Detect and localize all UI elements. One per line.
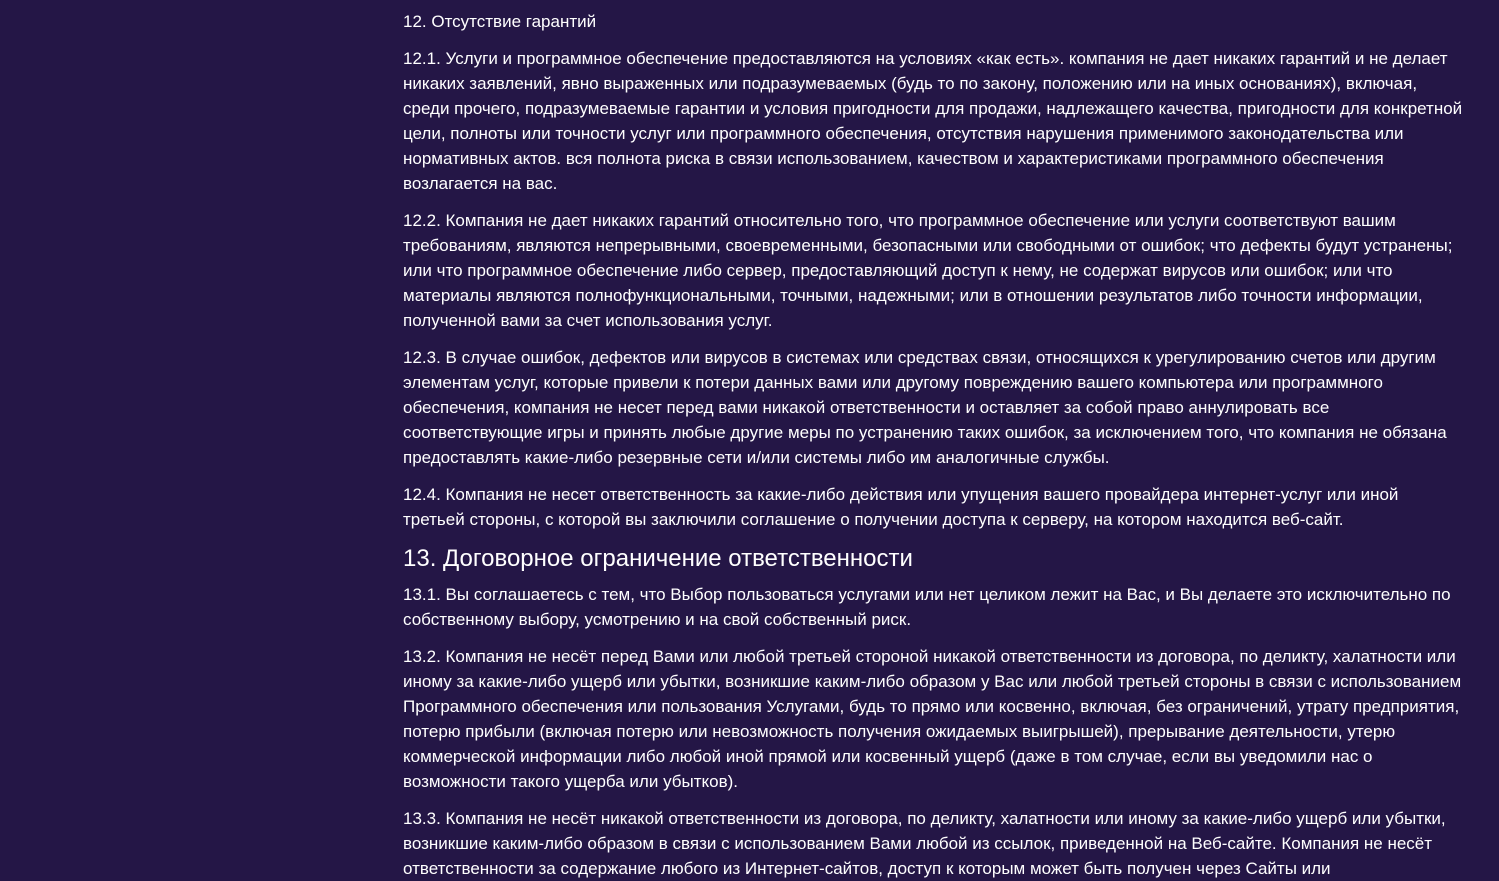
paragraph-12-1: 12.1. Услуги и программное обеспечение предоставляются на условиях «как есть». компания не дает никаких гарантий и не делает никаких заявлений, явно выраженных или подразумеваемых (будь то по закону, положению или на иных основаниях), включая, среди прочего, подразумеваемые гарантии и условия пригодности для продажи, надлежащего качества, пригодности для конкретной цели, полноты или точности услуг или программного обеспечения, отсутствия нарушения применимого законодательства или нормативных актов. вся полнота риска в связи использованием, качеством и характеристиками программного обеспечения возлагается на вас.	[403, 49, 1463, 193]
paragraph-13-2: 13.2. Компания не несёт перед Вами или любой третьей стороной никакой ответственности из договора, по деликту, халатности или иному за какие-либо ущерб или убытки, возникшие каким-либо образом у Вас или любой третьей стороны в связи с использованием Программного обеспечения или пользования Услугами, будь то прямо или косвенно, включая, без ограничений, утрату предприятия, потерю прибыли (включая потерю или невозможность получения ожидаемых выигрышей), прерывание деятельности, утерю коммерческой информации либо любой иной прямой или косвенный ущерб (даже в том случае, если вы уведомили нас о возможности такого ущерба или убытков).	[403, 647, 1462, 791]
section-12-title: 12. Отсутствие гарантий	[403, 12, 597, 31]
paragraph-12-2: 12.2. Компания не дает никаких гарантий относительно того, что программное обеспечение или услуги соответствуют вашим требованиям, являются непрерывными, своевременными, безопасными или свободными от ошибок; что дефекты будут устранены; или что программное обеспечение либо сервер, предоставляющий доступ к нему, не содержат вирусов или ошибок; или что материалы являются полнофункциональными, точными, надежными; или в отношении результатов либо точности информации, полученной вами за счет использования услуг.	[403, 211, 1453, 330]
section-13-title: 13. Договорное ограничение ответственности	[403, 545, 913, 572]
paragraph-12-3: 12.3. В случае ошибок, дефектов или вирусов в системах или средствах связи, относящихся к урегулированию счетов или другим элементам услуг, которые привели к потери данных вами или другому повреждению вашего компьютера или программного обеспечения, компания не несет перед вами никакой ответственности и оставляет за собой право аннулировать все соответствующие игры и принять любые другие меры по устранению таких ошибок, за исключением того, что компания не обязана предоставлять какие-либо резервные сети и/или системы либо им аналогичные службы.	[403, 348, 1447, 467]
paragraph-13-1: 13.1. Вы соглашаетесь с тем, что Выбор пользоваться услугами или нет целиком лежит на Вас, и Вы делаете это исключительно по собственному выбору, усмотрению и на свой собственный риск.	[403, 585, 1451, 629]
paragraph-12-4: 12.4. Компания не несет ответственность за какие-либо действия или упущения вашего провайдера интернет-услуг или иной третьей стороны, с которой вы заключили соглашение о получении доступа к серверу, на котором находится веб-сайт.	[403, 485, 1399, 529]
terms-content	[403, 9, 1463, 881]
paragraph-13-3: 13.3. Компания не несёт никакой ответственности из договора, по деликту, халатности или иному за какие-либо ущерб или убытки, возникшие каким-либо образом в связи с использованием Вами любой из ссылок, приведенной на Веб-сайте. Компания не несёт ответственности за содержание любого из Интернет-сайтов, доступ к которым может быть получен через Сайты или	[403, 809, 1446, 878]
